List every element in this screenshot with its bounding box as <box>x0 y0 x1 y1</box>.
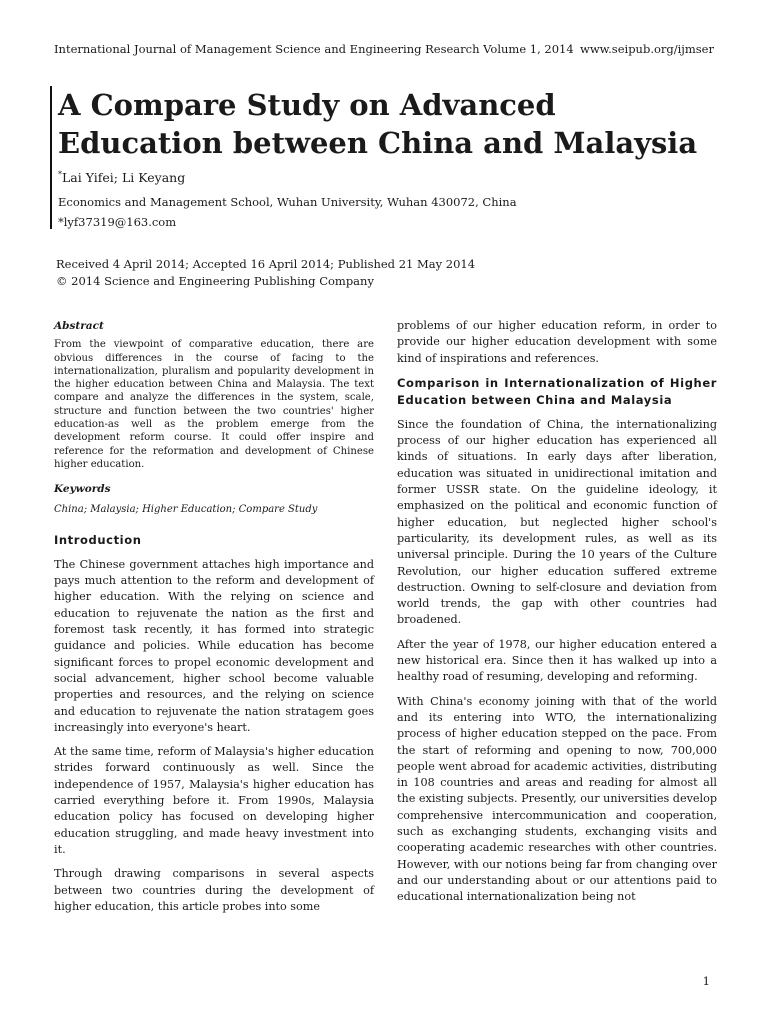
journal-url[interactable]: www.seipub.org/ijmser <box>579 42 714 56</box>
author-names: Lai Yifei; Li Keyang <box>62 170 186 186</box>
keywords-heading: Keywords <box>54 483 111 496</box>
section-paragraph-1: Since the foundation of China, the internationalizing process of our higher education has experienced all kinds of situations. In early days after liberation, education was situated in unidirectional imitation and former USSR state. On the guideline ideology, it emphasized on the political and economic function of higher education, but neglected higher school's particularity, its development rules, as well as its universal principle. During the 10 years of the Culture Revolution, our higher education suffered extreme destruction. Owning to self-closure and deviation from world trends, the gap with other countries had broadened. <box>397 417 717 627</box>
intro-paragraph-2: At the same time, reform of Malaysia's higher education strides forward continuously as well. Since the independence of 1957, Malaysia's higher education has carried everything before it. From 1990s, Malaysia education policy has focused on developing higher education struggling, and made heavy investment into it. <box>54 745 374 856</box>
section-heading-internationalization: Comparison in Internationalization of Higher Education between China and Malaysia <box>397 375 717 407</box>
section-paragraph-2: After the year of 1978, our higher education entered a new historical era. Since then it has walked up into a healthy road of resuming, developing and reforming. <box>397 637 717 684</box>
right-column <box>397 318 717 914</box>
intro-paragraph-3: Through drawing comparisons in several aspects between two countries during the development of higher education, this article probes into some <box>54 867 374 913</box>
affiliation: Economics and Management School, Wuhan University, Wuhan 430072, China <box>58 195 517 210</box>
journal-name: International Journal of Management Science and Engineering Research Volume 1, 2014 <box>54 42 574 56</box>
left-column <box>54 318 374 923</box>
page-number: 1 <box>702 974 710 988</box>
authors <box>58 170 728 185</box>
continued-paragraph: problems of our higher education reform, in order to provide our higher education development with some kind of inspirations and references. <box>397 319 717 365</box>
publication-dates: Received 4 April 2014; Accepted 16 April 2014; Published 21 May 2014 <box>56 257 476 271</box>
abstract-heading: Abstract <box>54 320 104 332</box>
author-email[interactable]: *lyf37319@163.com <box>58 215 177 230</box>
copyright-line: © 2014 Science and Engineering Publishing Company <box>56 274 374 288</box>
title-block <box>50 86 728 229</box>
intro-paragraph-1: The Chinese government attaches high importance and pays much attention to the reform and development of higher education. With the relying on science and education to rejuvenate the nation as the first and foremost task recently, it has formed into strategic guidance and policies. While education has become significant forces to propel economic development and social advancement, higher school become valuable properties and resources, and the relying on science and education to rejuvenate the nation stratagem goes increasingly into everyone's heart. <box>54 557 374 734</box>
running-header <box>54 42 714 56</box>
author-mark: * <box>58 170 62 179</box>
publication-info <box>56 256 475 290</box>
section-paragraph-3: With China's economy joining with that of the world and its entering into WTO, the internationalizing process of higher education stepped on the pace. From the start of reforming and opening to now, 700,000 people went abroad for academic activities, distributing in 108 countries and areas and reading for almost all the existing subjects. Presently, our universities develop comprehensive intercommunication and cooperation, such as exchanging students, exchanging visits and cooperating academic researches with other countries. However, with our notions being far from changing over and our understanding about or our attentions paid to educational internationalization being not <box>397 694 717 904</box>
abstract-text: From the viewpoint of comparative education, there are obvious differences in the course of facing to the internationalization, pluralism and popularity development in the higher education between China and Malaysia. The text compare and analyze the differences in the system, scale, structure and function between the two countries' higher education-as well as the problem emerge from the development reform course. It could offer inspire and reference for the reformation and development of Chinese higher education. <box>54 339 374 470</box>
article-title: A Compare Study on Advanced Education between China and Malaysia <box>58 88 698 160</box>
keywords-text: China; Malaysia; Higher Education; Compare Study <box>54 503 318 515</box>
introduction-heading: Introduction <box>54 532 142 547</box>
